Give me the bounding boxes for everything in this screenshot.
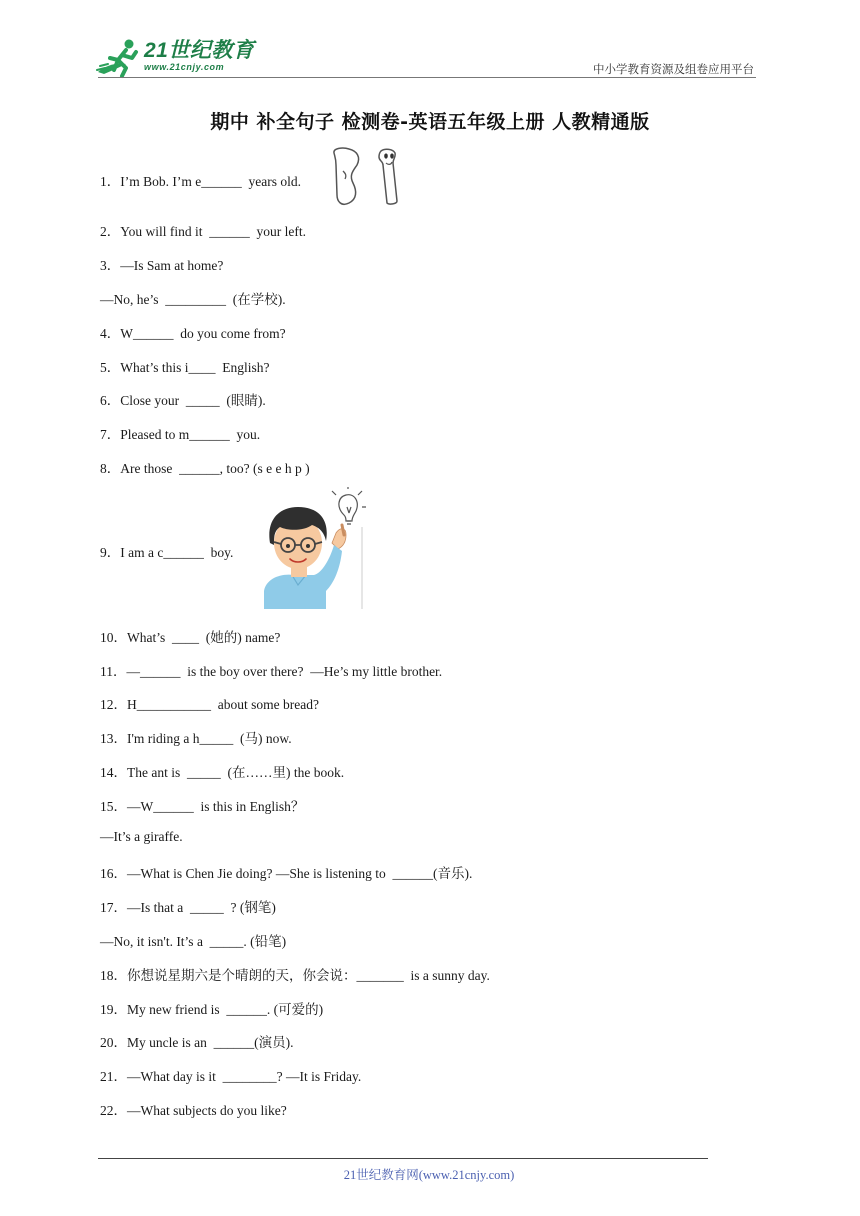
platform-name: 中小学教育资源及组卷应用平台 bbox=[593, 62, 754, 76]
question-8: 8．Are those ______, too? (s e e h p ) bbox=[100, 461, 310, 476]
clever-boy-image bbox=[258, 487, 366, 609]
question-17: 17．—Is that a _____ ? (钢笔) bbox=[100, 900, 276, 915]
header-divider bbox=[98, 77, 756, 78]
question-16: 16．—What is Chen Jie doing? —She is listening to ______(音乐). bbox=[100, 866, 473, 881]
question-13: 13．I'm riding a h_____ (马) now. bbox=[100, 731, 292, 746]
question-9: 9．I am a c______ boy. bbox=[100, 545, 234, 560]
question-14: 14．The ant is _____ (在……里) the book. bbox=[100, 765, 345, 780]
footer-divider bbox=[98, 1158, 708, 1159]
logo-url: www.21cnjy.com bbox=[144, 62, 225, 72]
question-4: 4．W______ do you come from? bbox=[100, 326, 286, 341]
question-20: 20．My uncle is an ______(演员). bbox=[100, 1035, 294, 1050]
question-12: 12．H___________ about some bread? bbox=[100, 697, 319, 712]
question-11: 11．—______ is the boy over there? —He’s my little brother. bbox=[100, 664, 443, 679]
page-header bbox=[0, 0, 860, 90]
question-17-answer: —No, it isn't. It’s a _____. (铅笔) bbox=[100, 934, 287, 949]
footer-link[interactable]: 21世纪教育网(www.21cnjy.com) bbox=[343, 1168, 515, 1182]
question-1: 1．I’m Bob. I’m e______ years old. bbox=[100, 174, 301, 189]
runner-logo-icon bbox=[96, 36, 146, 80]
question-15-answer: —It’s a giraffe. bbox=[100, 829, 183, 844]
number-eleven-image bbox=[331, 145, 401, 207]
logo bbox=[96, 36, 256, 80]
logo-text: 21世纪教育 bbox=[144, 39, 255, 62]
question-5: 5．What’s this i____ English? bbox=[100, 360, 270, 375]
question-19: 19．My new friend is ______. (可爱的) bbox=[100, 1002, 324, 1017]
question-10: 10．What’s ____ (她的) name? bbox=[100, 630, 281, 645]
question-22: 22．—What subjects do you like? bbox=[100, 1103, 287, 1118]
question-3: 3．—Is Sam at home? bbox=[100, 258, 224, 273]
page-title: 期中 补全句子 检测卷-英语五年级上册 人教精通版 bbox=[210, 111, 650, 133]
question-7: 7．Pleased to m______ you. bbox=[100, 427, 261, 442]
question-21: 21．—What day is it ________? —It is Friday. bbox=[100, 1069, 362, 1084]
question-6: 6．Close your _____ (眼睛). bbox=[100, 393, 266, 408]
question-15: 15．—W______ is this in English？ bbox=[100, 799, 305, 814]
question-3-answer: —No, he’s _________ (在学校). bbox=[100, 292, 286, 307]
question-18: 18．你想说星期六是个晴朗的天，你会说：_______ is a sunny day. bbox=[100, 968, 490, 983]
question-2: 2．You will find it ______ your left. bbox=[100, 224, 307, 239]
